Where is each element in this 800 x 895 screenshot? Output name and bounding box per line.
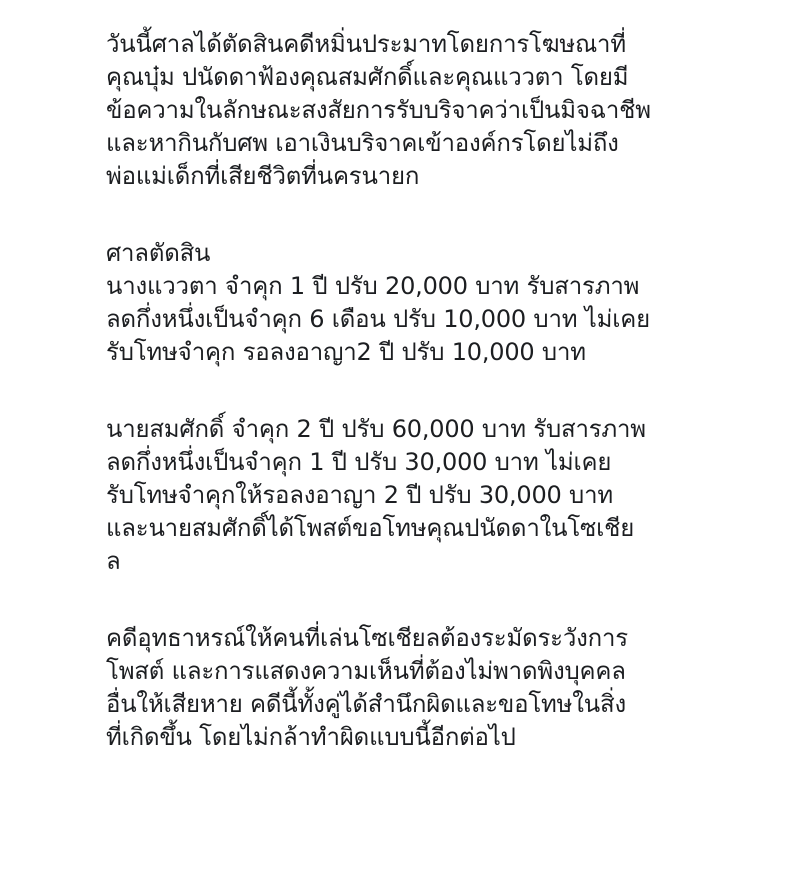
text-line: อื่นให้เสียหาย คดีนี้ทั้งคู่ได้สำนึกผิดและขอโทษในสิ่ง <box>106 690 626 718</box>
text-line: รับโทษจำคุก รอลงอาญา2 ปี ปรับ 10,000 บาท <box>106 338 586 366</box>
text-line: นางแววตา จำคุก 1 ปี ปรับ 20,000 บาท รับสารภาพ <box>106 272 640 300</box>
text-line: ที่เกิดขึ้น โดยไม่กล้าทำผิดแบบนี้อีกต่อไป <box>106 723 516 751</box>
post-text <box>106 28 766 754</box>
text-line: และหากินกับศพ เอาเงินบริจาคเข้าองค์กรโดยไม่ถึง <box>106 129 619 157</box>
text-line: วันนี้ศาลได้ตัดสินคดีหมิ่นประมาทโดยการโฆษณาที่ <box>106 30 626 58</box>
paragraph-verdict-somsak <box>106 413 766 578</box>
paragraph-spacer <box>106 193 766 237</box>
text-line: ลดกึ่งหนึ่งเป็นจำคุก 6 เดือน ปรับ 10,000 บาท ไม่เคย <box>106 305 650 333</box>
text-line: นายสมศักดิ์ จำคุก 2 ปี ปรับ 60,000 บาท รับสารภาพ <box>106 415 646 443</box>
paragraph-verdict-waewta <box>106 237 766 369</box>
text-line: โพสต์ และการแสดงความเห็นที่ต้องไม่พาดพิงบุคคล <box>106 657 626 685</box>
text-line: คุณบุ๋ม ปนัดดาฟ้องคุณสมศักดิ์และคุณแววตา โดยมี <box>106 63 629 91</box>
text-line: รับโทษจำคุกให้รอลงอาญา 2 ปี ปรับ 30,000 บาท <box>106 481 613 509</box>
paragraph-spacer <box>106 578 766 622</box>
paragraph-spacer <box>106 369 766 413</box>
text-line: ศาลตัดสิน <box>106 239 211 267</box>
text-line: ข้อความในลักษณะสงสัยการรับบริจาคว่าเป็นมิจฉาชีพ <box>106 96 651 124</box>
paragraph-lesson <box>106 622 766 754</box>
text-line: ลดกึ่งหนึ่งเป็นจำคุก 1 ปี ปรับ 30,000 บาท ไม่เคย <box>106 448 612 476</box>
paragraph-intro <box>106 28 766 193</box>
text-line: พ่อแม่เด็กที่เสียชีวิตที่นครนายก <box>106 162 420 190</box>
text-line: คดีอุทธาหรณ์ให้คนที่เล่นโซเชียลต้องระมัดระวังการ <box>106 624 628 652</box>
text-line: ล <box>106 547 121 575</box>
text-line: และนายสมศักดิ์ได้โพสต์ขอโทษคุณปนัดดาในโซเชีย <box>106 514 635 542</box>
